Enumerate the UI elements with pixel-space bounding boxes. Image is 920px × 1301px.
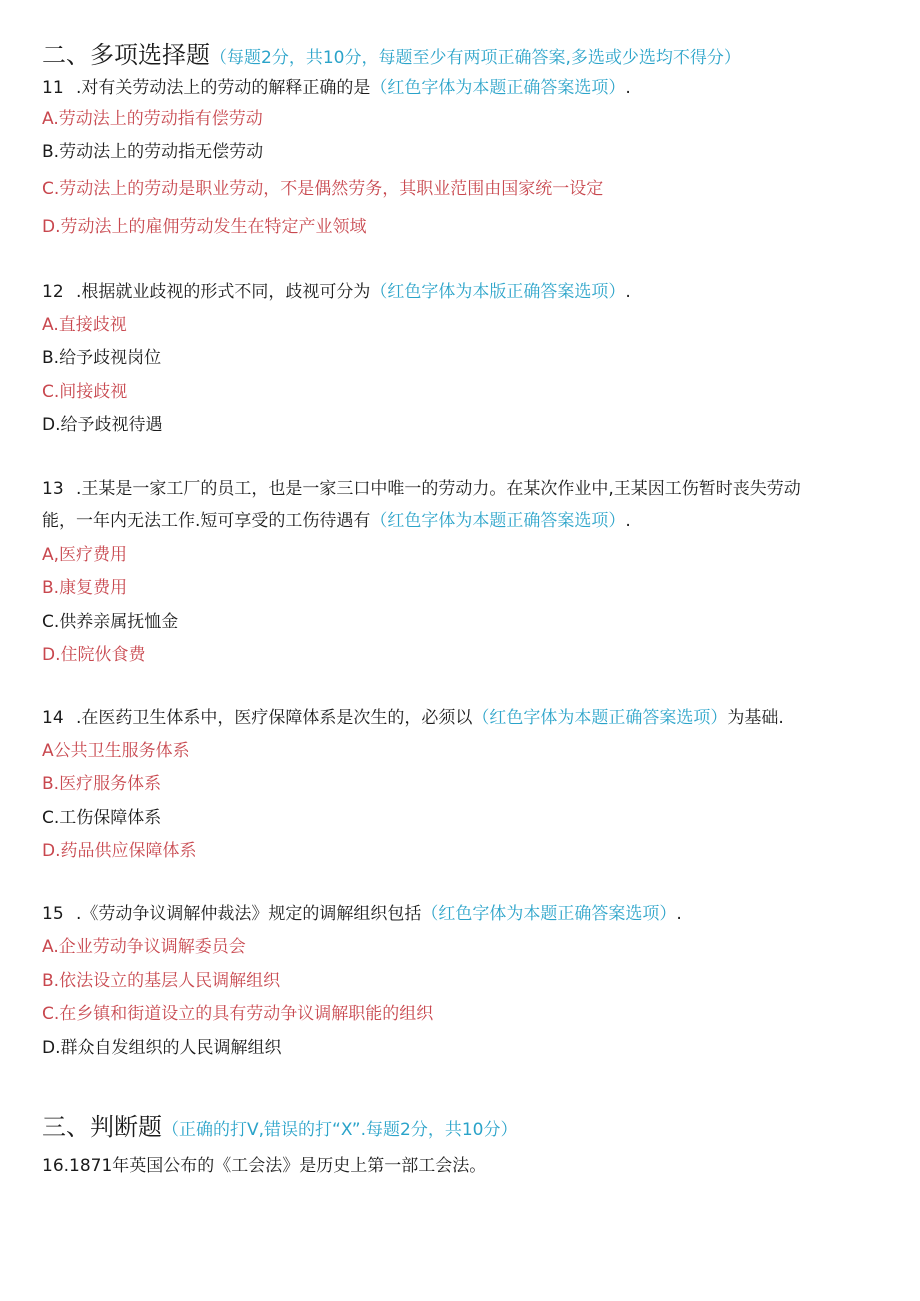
question-13-option-d: D.住院伙食费: [42, 645, 146, 665]
answer-hint: （红色字体为本题正确答案选项）: [370, 511, 626, 531]
answer-hint: （红色字体为本版正确答案选项）: [370, 282, 626, 302]
question-text-continued: 能，一年内无法工作.短可享受的工伤待遇有: [42, 511, 371, 531]
answer-hint: （红色字体为本题正确答案选项）: [472, 708, 728, 728]
question-text: .在医药卫生体系中，医疗保障体系是次生的，必须以: [76, 708, 473, 728]
question-text: .根据就业歧视的形式不同，歧视可分为: [76, 282, 371, 302]
section-3-header: [42, 1112, 517, 1142]
question-text: .《劳动争议调解仲裁法》规定的调解组织包括: [76, 904, 422, 924]
section-2-title: 二、多项选择题: [42, 41, 210, 69]
answer-hint: （红色字体为本题正确答案选项）: [421, 904, 677, 924]
question-tail: 为基础.: [727, 708, 784, 728]
question-12-option-c: C.间接歧视: [42, 382, 128, 402]
question-tail: .: [625, 282, 631, 302]
question-13-stem-line-2: [42, 509, 631, 533]
question-14-stem: [42, 706, 784, 730]
question-number: 12: [42, 282, 64, 302]
question-16-stem: 16.1871年英国公布的《工会法》是历史上第一部工会法。: [42, 1156, 487, 1176]
section-2-note: （每题2分，共10分，每题至少有两项正确答案,多选或少选均不得分）: [210, 48, 741, 68]
question-14-option-c: C.工伤保障体系: [42, 808, 162, 828]
question-text: .对有关劳动法上的劳动的解释正确的是: [76, 78, 371, 98]
question-tail: .: [625, 511, 631, 531]
question-13-option-a: A,医疗费用: [42, 545, 128, 565]
question-13-stem: [42, 477, 801, 501]
question-12-option-a: A.直接歧视: [42, 315, 127, 335]
question-tail: .: [676, 904, 682, 924]
question-tail: .: [625, 78, 631, 98]
question-text: .王某是一家工厂的员工，也是一家三口中唯一的劳动力。在某次作业中,王某因工伤暂时丧失劳动: [76, 479, 801, 499]
question-12-option-b: B.给予歧视岗位: [42, 348, 162, 368]
question-13-option-c: C.供养亲属抚恤金: [42, 612, 179, 632]
question-11-option-a: A.劳动法上的劳动指有偿劳动: [42, 109, 263, 129]
question-11-option-c: C.劳动法上的劳动是职业劳动，不是偶然劳务，其职业范围由国家统一设定: [42, 179, 604, 199]
answer-hint: （红色字体为本题正确答案选项）: [370, 78, 626, 98]
question-15-stem: [42, 902, 682, 926]
question-13-option-b: B.康复费用: [42, 578, 128, 598]
section-3-note: （正确的打V,错误的打“X”.每题2分，共10分）: [162, 1120, 518, 1140]
question-12-option-d: D.给予歧视待遇: [42, 415, 163, 435]
question-15-option-c: C.在乡镇和街道设立的具有劳动争议调解职能的组织: [42, 1004, 434, 1024]
question-15-option-a: A.企业劳动争议调解委员会: [42, 937, 246, 957]
question-15-option-b: B.依法设立的基层人民调解组织: [42, 971, 281, 991]
question-number: 15: [42, 904, 64, 924]
question-14-option-d: D.药品供应保障体系: [42, 841, 197, 861]
question-number: 11: [42, 78, 64, 98]
question-14-option-b: B.医疗服务体系: [42, 774, 162, 794]
question-11-stem: [42, 76, 631, 100]
question-12-stem: [42, 280, 631, 304]
question-15-option-d: D.群众自发组织的人民调解组织: [42, 1038, 282, 1058]
section-3-title: 三、判断题: [42, 1113, 162, 1141]
question-14-option-a: A公共卫生服务体系: [42, 741, 190, 761]
section-2-header: [42, 40, 741, 70]
question-11-option-b: B.劳动法上的劳动指无偿劳动: [42, 142, 264, 162]
question-11-option-d: D.劳动法上的雇佣劳动发生在特定产业领域: [42, 217, 367, 237]
question-number: 14: [42, 708, 64, 728]
question-number: 13: [42, 479, 64, 499]
